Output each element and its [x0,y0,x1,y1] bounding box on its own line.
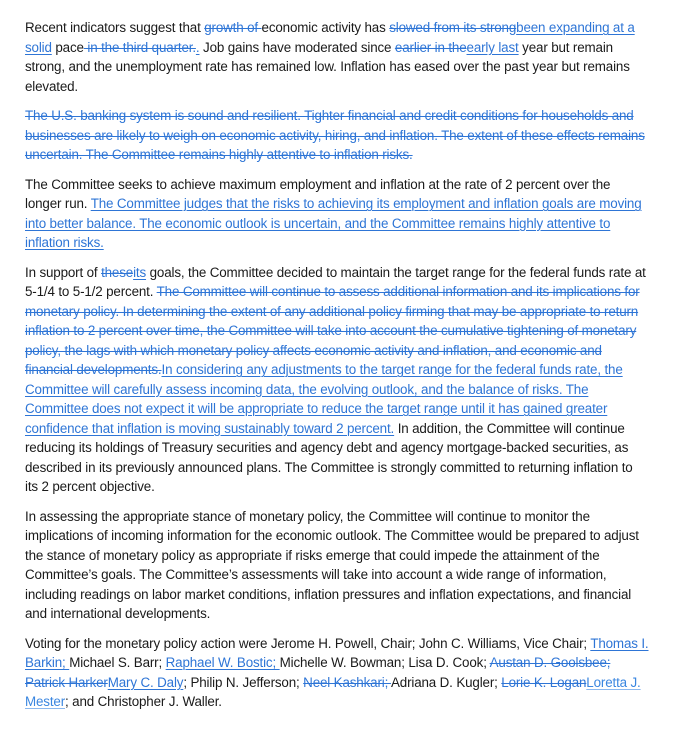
text-run: The Committee seeks to achieve maximum employment and inflation at the rate of 2 percent over the longer run. [25,176,611,211]
deleted-text[interactable]: these [101,264,134,280]
deleted-text[interactable]: Lorie K. Logan [501,674,587,690]
deleted-text[interactable]: Neel Kashkari; [303,674,391,690]
text-run: ; Philip N. Jefferson; [183,674,304,690]
inserted-text[interactable]: . [195,39,200,55]
paragraph-voting-members [25,634,649,712]
paragraph-banking-system [25,106,649,165]
text-run: pace [51,39,84,55]
deleted-text[interactable]: in the third quarter. [83,39,196,55]
deleted-text[interactable]: growth of [204,20,262,35]
text-run: In addition, the Committee will continue reducing its holdings of Treasury securities and agency debt and agency mortgage-backed securities, as described in its previously announced plans. The Committee is strongly committed to returning inflation to its 2 percent objective. [25,420,633,494]
text-run: Job gains have moderated since [199,39,395,55]
inserted-text[interactable]: Mary C. Daly [107,674,184,690]
deleted-text[interactable]: The Committee will continue to assess additional information and its implications for monetary policy. In determining the extent of any additional policy firming that may be appropriate to return inflation to 2 percent over time, the Committee will take into account the cumulative tightening of monetary policy, the lags with which monetary policy affects economic activity and inflation, and economic and financial developments. [25,284,640,377]
deleted-text[interactable]: slowed from its strong [389,20,517,35]
paragraph-committee-goals [25,175,649,253]
text-run: In support of [25,264,102,280]
text-run: goals, the Committee decided to maintain the target range for the federal funds rate at 5-1/4 to 5-1/2 percent. [25,264,646,299]
text-run: Michael S. Barr; [69,655,166,670]
text-run: Michelle W. Bowman; Lisa D. Cook; [279,655,490,670]
paragraph-policy-decision [25,263,649,497]
text-run: Adriana D. Kugler; [390,674,502,690]
inserted-text[interactable]: In considering any adjustments to the target range for the federal funds rate, the Committee will carefully assess incoming data, the evolving outlook, and the balance of risks. The Committee does not expect it will be appropriate to reduce the target range until it has gained greater confidence that inflation is moving sustainably toward 2 percent. [25,362,623,436]
document-body [25,18,649,722]
text-run: Voting for the monetary policy action were Jerome H. Powell, Chair; John C. Williams, Vice Chair; [25,635,591,651]
inserted-text[interactable]: Raphael W. Bostic; [165,655,280,670]
deleted-text[interactable]: earlier in the [394,39,467,55]
deleted-text[interactable]: Austan D. Goolsbee; Patrick Harker [25,655,611,690]
text-run: Recent indicators suggest that [25,20,205,35]
deleted-text[interactable]: The U.S. banking system is sound and resilient. Tighter financial and credit conditions for households and businesses are likely to weigh on economic activity, hiring, and inflation. The extent of these effects remains uncertain. The Committee remains highly attentive to inflation risks. [25,108,645,162]
inserted-text[interactable]: early last [466,39,519,55]
text-run: ; and Christopher J. Waller. [65,694,222,709]
inserted-text[interactable]: The Committee judges that the risks to achieving its employment and inflation goals are moving into better balance. The economic outlook is uncertain, and the Committee remains highly attentive to inflation risks. [25,196,642,250]
inserted-text[interactable]: Thomas I. Barkin; [25,635,649,670]
inserted-text[interactable]: Loretta J. Mester [25,674,641,709]
paragraph-policy-stance [25,507,649,624]
text-run: In assessing the appropriate stance of monetary policy, the Committee will continue to monitor the implications of incoming information for the economic outlook. The Committee would be prepared to adjust the stance of monetary policy as appropriate if risks emerge that could impede the attainment of the Committee’s goals. The Committee’s assessments will take into account a wide range of information, including readings on labor market conditions, inflation pressures and inflation expectations, and financial and international developments. [25,508,639,621]
inserted-text[interactable]: its [133,264,147,280]
text-run: year but remain strong, and the unemployment rate has remained low. Inflation has eased over the past year but remains elevated. [25,39,630,94]
text-run: economic activity has [261,20,390,35]
paragraph-economic-activity [25,18,649,96]
inserted-text[interactable]: been expanding at a solid [25,20,635,55]
